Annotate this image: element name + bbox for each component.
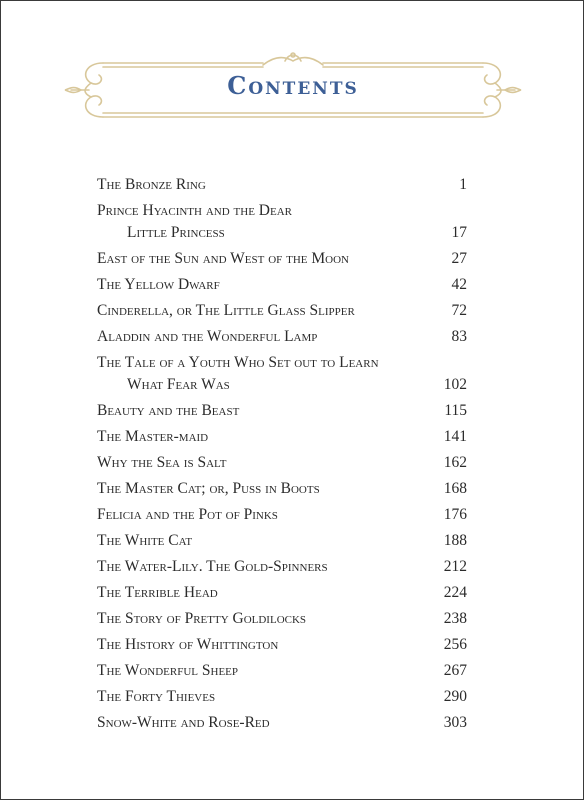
toc-entry	[97, 478, 467, 500]
toc-entry-title: The Tale of a Youth Who Set out to Learn	[97, 354, 379, 371]
toc-page-number: 1	[459, 176, 467, 193]
toc-entry-title: The Water-Lily. The Gold-Spinners	[97, 558, 328, 575]
toc-page-number: 188	[443, 532, 467, 549]
toc-entry	[97, 174, 467, 196]
toc-entry-title: The History of Whittington	[97, 636, 279, 653]
toc-page-number: 102	[443, 376, 467, 393]
toc-page-number: 162	[443, 454, 467, 471]
toc-page-number: 238	[443, 610, 467, 627]
toc-entry	[97, 274, 467, 296]
toc-page-number: 83	[451, 328, 467, 345]
toc-page-number: 256	[443, 636, 467, 653]
toc-entry-title: What Fear Was	[127, 376, 230, 393]
toc-entry	[97, 200, 467, 244]
toc-entry	[97, 608, 467, 630]
toc-entry-title: East of the Sun and West of the Moon	[97, 250, 349, 267]
toc-entry	[97, 504, 467, 526]
toc-entry-title: The Story of Pretty Goldilocks	[97, 610, 307, 627]
page-title: Contents	[227, 71, 359, 100]
toc-entry-title: Why the Sea is Salt	[97, 454, 227, 471]
toc-page-number: 168	[443, 480, 467, 497]
toc-entry-title: Felicia and the Pot of Pinks	[97, 506, 278, 523]
toc-entry	[97, 426, 467, 448]
toc-page-number: 176	[443, 506, 467, 523]
toc-entry-title: The White Cat	[97, 532, 193, 549]
toc-entry	[97, 686, 467, 708]
toc-entry	[97, 530, 467, 552]
toc-entry-title: The Wonderful Sheep	[97, 662, 239, 679]
toc-page-number: 42	[451, 276, 467, 293]
toc-entry-title: Beauty and the Beast	[97, 402, 240, 419]
table-of-contents	[97, 174, 467, 738]
toc-entry-title: The Bronze Ring	[97, 176, 206, 193]
contents-header	[63, 49, 523, 129]
toc-entry	[97, 452, 467, 474]
toc-entry-title: Snow-White and Rose-Red	[97, 714, 270, 731]
toc-entry	[97, 556, 467, 578]
toc-page-number: 72	[451, 302, 467, 319]
toc-entry	[97, 326, 467, 348]
toc-entry-title: Aladdin and the Wonderful Lamp	[97, 328, 318, 345]
toc-page-number: 303	[443, 714, 467, 731]
toc-entry	[97, 248, 467, 270]
toc-page-number: 115	[444, 402, 467, 419]
toc-entry-title: Little Princess	[127, 224, 225, 241]
toc-entry	[97, 300, 467, 322]
toc-entry	[97, 712, 467, 734]
toc-entry-title: The Terrible Head	[97, 584, 218, 601]
toc-entry	[97, 352, 467, 396]
toc-entry	[97, 400, 467, 422]
toc-page-number: 141	[443, 428, 467, 445]
toc-entry-title: The Yellow Dwarf	[97, 276, 220, 293]
toc-entry-title: Prince Hyacinth and the Dear	[97, 202, 292, 219]
toc-page-number: 17	[451, 224, 467, 241]
toc-entry	[97, 660, 467, 682]
toc-entry-title: The Forty Thieves	[97, 688, 216, 705]
toc-entry-title: The Master Cat; or, Puss in Boots	[97, 480, 320, 497]
toc-entry-title: Cinderella, or The Little Glass Slipper	[97, 302, 355, 319]
toc-page-number: 290	[443, 688, 467, 705]
toc-page-number: 224	[443, 584, 467, 601]
toc-page-number: 267	[443, 662, 467, 679]
toc-entry-title: The Master-maid	[97, 428, 209, 445]
toc-entry	[97, 582, 467, 604]
toc-page-number: 27	[451, 250, 467, 267]
toc-entry	[97, 634, 467, 656]
toc-page-number: 212	[443, 558, 467, 575]
